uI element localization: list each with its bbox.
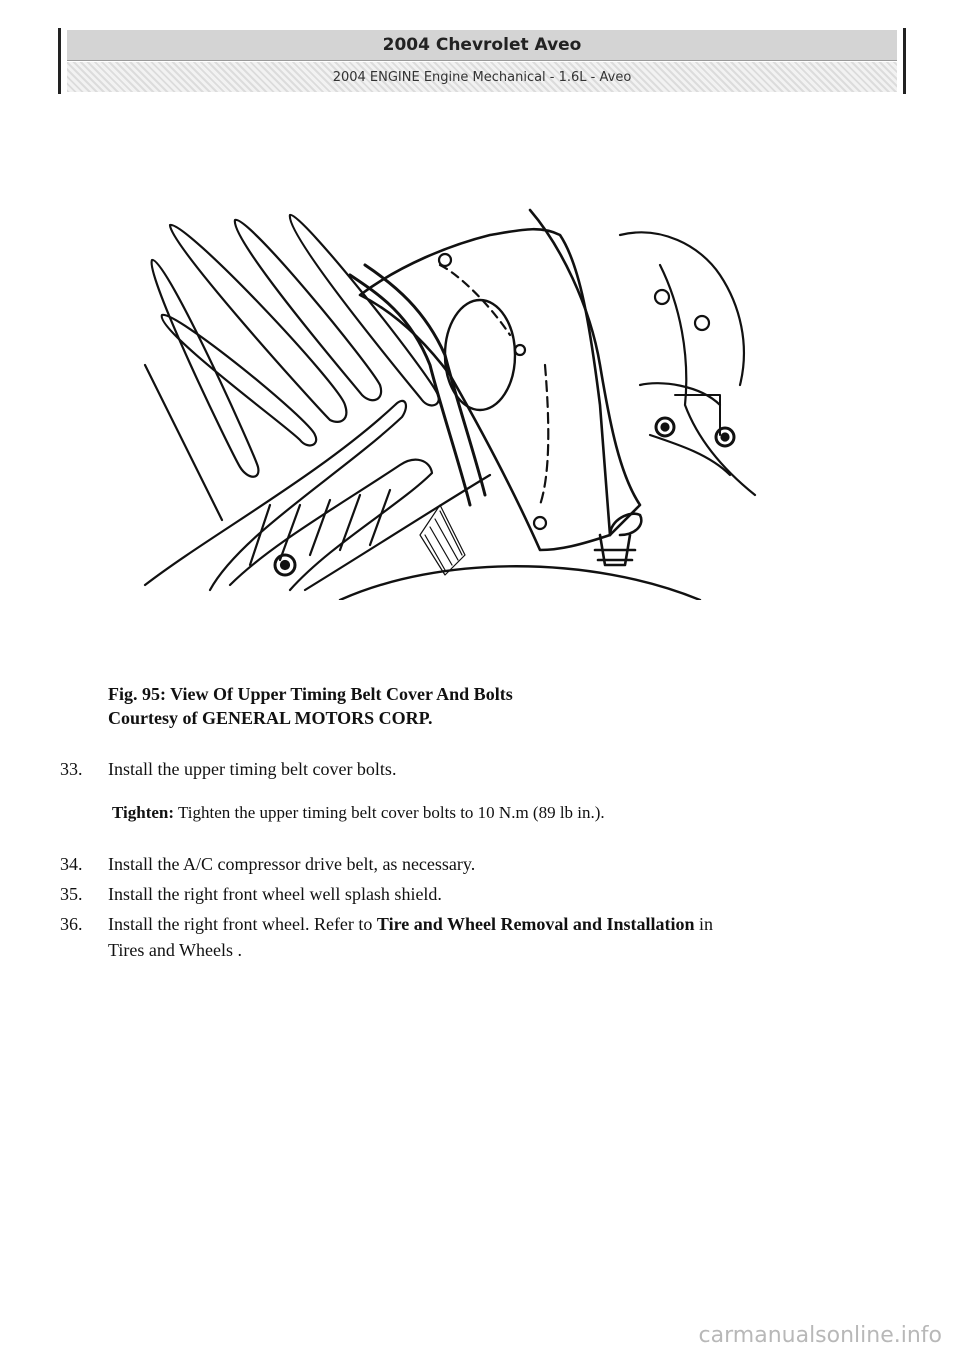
cover-bolt — [534, 517, 546, 529]
cover-bolt-center — [662, 424, 669, 431]
cover-bolt — [515, 345, 525, 355]
step-text: Install the A/C compressor drive belt, as necessary. — [108, 854, 476, 874]
step-number: 35. — [60, 884, 83, 904]
cover-rib — [170, 225, 346, 422]
cover-edge — [145, 365, 222, 520]
timing-belt-cover-illustration — [140, 205, 760, 600]
step-number: 33. — [60, 759, 83, 779]
step-number: 34. — [60, 854, 83, 874]
page-header — [58, 28, 906, 94]
step-36 — [60, 911, 713, 963]
cover-bolt-center — [281, 561, 289, 569]
figure-caption — [108, 682, 513, 730]
step-number: 36. — [60, 914, 83, 934]
lower-bolt-stack — [595, 535, 635, 565]
step-text: in — [694, 914, 713, 934]
step-text: Install the right front wheel well splash shield. — [108, 884, 442, 904]
cover-bolt-center — [722, 434, 729, 441]
right-bracket — [620, 232, 755, 495]
tighten-text: Tighten the upper timing belt cover bolts to 10 N.m (89 lb in.). — [174, 803, 605, 822]
step-text: Install the right front wheel. Refer to — [108, 914, 377, 934]
tighten-note — [112, 803, 605, 823]
reference-link[interactable]: Tire and Wheel Removal and Installation — [376, 914, 695, 934]
cover-rib — [235, 220, 381, 400]
step-33 — [60, 756, 396, 782]
step-text: Install the upper timing belt cover bolts. — [108, 759, 397, 779]
ground-curve — [340, 566, 700, 600]
step-34 — [60, 851, 475, 877]
manifold-edge — [305, 475, 490, 590]
cover-dashed-edge — [540, 365, 548, 505]
manifold-edge — [230, 460, 432, 590]
header-title: 2004 Chevrolet Aveo — [67, 30, 897, 61]
step-35 — [60, 881, 442, 907]
manifold-edge — [250, 490, 390, 565]
figure-title: Fig. 95: View Of Upper Timing Belt Cover And Bolts — [108, 684, 513, 704]
header-subtitle: 2004 ENGINE Engine Mechanical - 1.6L - Aveo — [67, 62, 897, 92]
hatched-panel — [420, 505, 465, 575]
figure-courtesy: Courtesy of GENERAL MOTORS CORP. — [108, 708, 433, 728]
cover-bolt — [695, 316, 709, 330]
step-text-continued: Tires and Wheels . — [108, 940, 242, 960]
cover-bolt — [439, 254, 451, 266]
watermark: carmanualsonline.info — [698, 1323, 942, 1348]
cover-bolt — [655, 290, 669, 304]
tighten-label: Tighten: — [112, 803, 175, 822]
